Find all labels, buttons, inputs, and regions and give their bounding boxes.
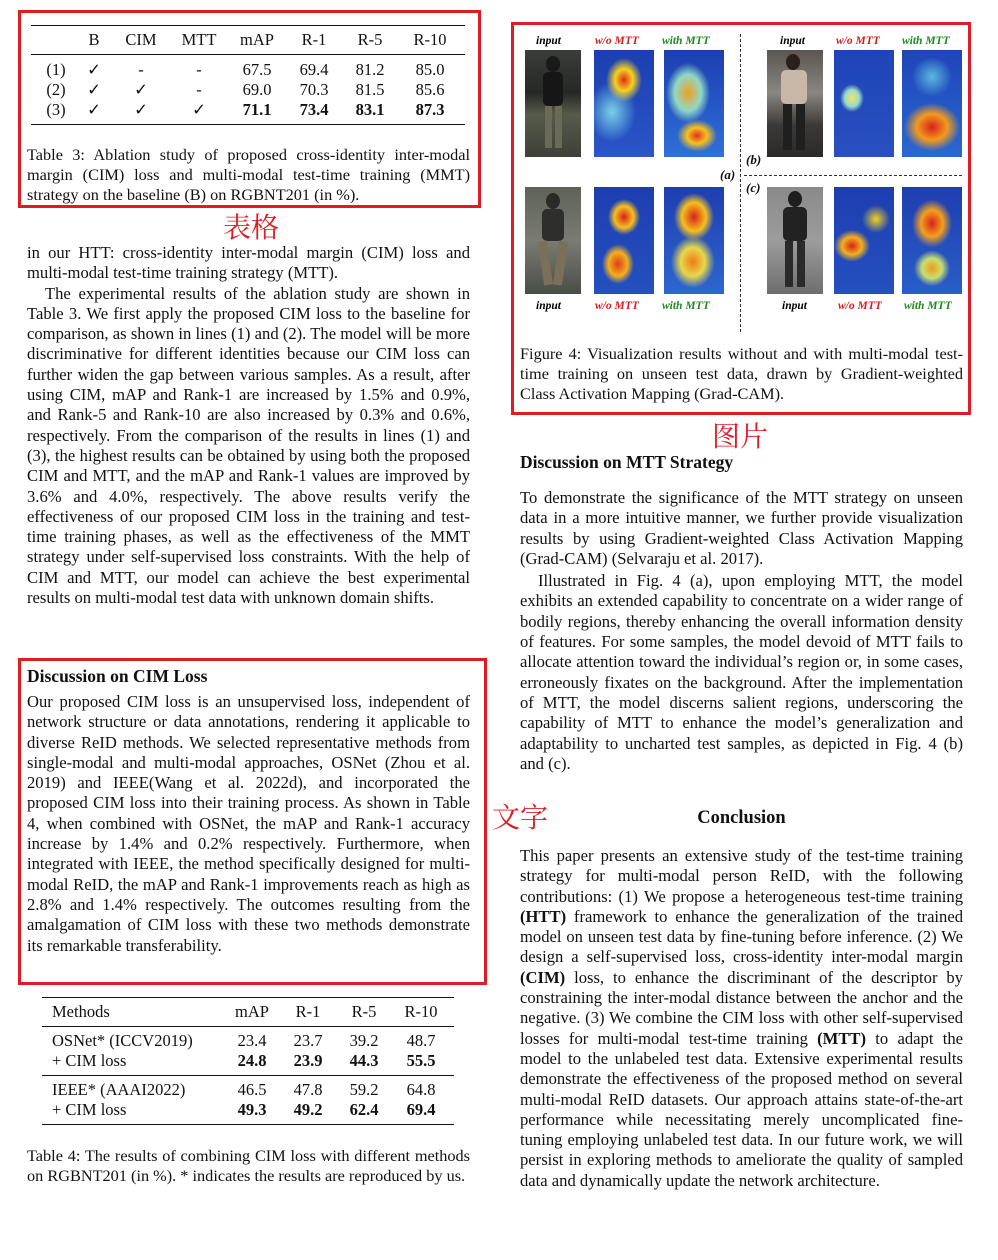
paragraph (520, 846, 963, 1191)
table3-header-cell: R-10 (413, 30, 447, 49)
input-image (767, 50, 823, 157)
table3-header-cell (36, 30, 76, 50)
table4 (52, 1002, 450, 1121)
paragraph: Illustrated in Fig. 4 (a), upon employing MTT, the model exhibits an extended capability to concentrate on a wider range of bodily regions, thereby enhancing the overall information density of features. For some samples, the model devoid of MTT fails to allocate attention toward the individual’s region or, in some cases, erroneously fixates on the background. After the implementation of MTT, the model discerns salient regions, underscoring the capability of MTT to enhance the model’s generalization and adaptability to uncharted test samples, as depicted in Fig. 4 (b) and (c). (520, 571, 963, 773)
table-cell: 70.3 (299, 80, 329, 99)
table-cell: 39.2 (349, 1030, 379, 1050)
table-cell: OSNet* (ICCV2019) (52, 1030, 193, 1050)
table3-header-cell: B (88, 30, 100, 49)
table3-header-cell: CIM (125, 30, 157, 49)
table4-header-cell: Methods (52, 1002, 110, 1022)
paragraph: To demonstrate the significance of the MTT strategy on unseen data in a more intuitive manner, we further provide visualization results by using Gradient-weighted Class Activation Mapping (Grad-CAM) (Selvaraju et al. 2017). (520, 488, 963, 568)
heatmap-with-mtt (664, 50, 724, 157)
table-cell: 48.7 (406, 1030, 436, 1050)
heatmap-with-mtt (902, 50, 962, 157)
figure-divider-vertical (740, 34, 741, 332)
table3-header-cell: mAP (240, 30, 274, 49)
table-cell: ✓ (87, 60, 101, 79)
table4-bottom-rule (42, 1124, 454, 1125)
mtt-section-text (520, 488, 963, 774)
annotation-figure: 图片 (712, 420, 769, 453)
left-column-text (27, 243, 470, 608)
text-run: framework to enhance the generalization of the trained model on unseen test data by fine-tuning before inference. (2) We design a self-supervised loss, cross-identity inter-modal margin (520, 906, 963, 967)
table4-header-row (52, 1002, 450, 1023)
table-cell: 81.5 (355, 80, 385, 99)
label-input: input (780, 35, 805, 47)
table-cell: 69.4 (299, 60, 329, 79)
table-cell: - (138, 60, 144, 79)
table-cell: (2) (46, 80, 66, 99)
heatmap-wo-mtt (594, 187, 654, 294)
table3-row (36, 100, 462, 120)
table-cell: 85.0 (415, 60, 445, 79)
table-cell: (1) (46, 60, 66, 79)
table4-row (52, 1051, 450, 1072)
table-cell: 59.2 (349, 1079, 379, 1099)
text-run: to adapt the model to the unlabeled test data. Extensive experimental results demonstrate the effectiveness of the proposed method on several multi-modal ReID datasets. Our approach attains state-of-the-art performance while necessitating merely uncomplicated fine-tuning employing unlabeled test data. In our future work, we will persist in exploring methods to ameliorate the quality of sampled data and dynamically update the network architecture. (520, 1028, 963, 1190)
text-run: loss, to enhance the discriminant of the descriptor by constraining the inter-modal distance between the anchor and the negative. (3) We combine the CIM loss with other self-supervised losses for multi-modal test-time training (520, 967, 963, 1048)
paragraph: Our proposed CIM loss is an unsupervised loss, independent of network structure or data annotations, rendering it applicable to diverse ReID methods. We selected representative methods from single-modal and multi-modal approaches, OSNet (Zhou et al. 2019) and IEEE(Wang et al. 2022d), and incorporated the proposed CIM loss into their training process. As shown in Table 4, when combined with OSNet, the mAP and Rank-1 accuracy increase by 1.4% and 0.2% respectively. Furthermore, when integrated with IEEE, the method specifically designed for multi-modal ReID, the mAP and Rank-1 improvements reach as high as 2.8% and 1.4% respectively. The outcomes resulting from the amalgamation of CIM loss with these two methods demonstrate its remarkable transferability. (27, 692, 470, 955)
table3-header-row (36, 30, 462, 50)
label-with-mtt: with MTT (902, 35, 950, 47)
table-cell: ✓ (134, 100, 148, 119)
person-silhouette-icon (767, 50, 823, 157)
table-cell: ✓ (134, 80, 148, 99)
bold-term: (HTT) (520, 906, 567, 926)
table-cell: 23.9 (293, 1051, 323, 1071)
table3-header-cell: R-1 (301, 30, 327, 49)
table-cell: ✓ (87, 100, 101, 119)
heatmap-with-mtt (902, 187, 962, 294)
table4-header-cell: R-5 (351, 1002, 377, 1022)
text-run: This paper presents an extensive study of the test-time training strategy for multi-modal person ReID, with the following contributions: (1) We propose a heterogeneous test-time training (520, 846, 963, 906)
label-with-mtt: with MTT (662, 300, 710, 312)
table-cell: 62.4 (349, 1100, 379, 1120)
table-cell: 83.1 (355, 100, 385, 119)
paragraph: in our HTT: cross-identity inter-modal margin (CIM) loss and multi-modal test-time training strategy (MTT). (27, 243, 470, 283)
table-cell: 69.0 (242, 80, 272, 99)
section-heading-cim: Discussion on CIM Loss (27, 666, 208, 686)
table-cell: + CIM loss (52, 1100, 127, 1120)
table3 (36, 30, 462, 120)
table-cell: 69.4 (406, 1100, 436, 1120)
table-cell: 55.5 (406, 1051, 436, 1071)
table4-caption: Table 4: The results of combining CIM loss with different methods on RGBNT201 (in %). * indicates the results are reproduced by us. (27, 1146, 470, 1186)
label-with-mtt: with MTT (662, 35, 710, 47)
figure-divider-horizontal (744, 175, 962, 176)
paragraph: The experimental results of the ablation study are shown in Table 3. We first apply the proposed CIM loss to the baseline for comparison, as shown in lines (1) and (2). The model will be more discriminative for different identities because our CIM loss can further widen the gap between various samples. As a result, after using CIM, mAP and Rank-1 are increased by 1.5% and 0.9%, and Rank-5 and Rank-10 are also increased by 0.3% and 0.6%, respectively. From the comparison of the results in lines (1) and (3), the highest results can be obtained by using both the proposed CIM and MTT, and the mAP and Rank-1 values are improved by 3.6% and 4.0%, respectively. The above results verify the effectiveness of our proposed CIM loss in the training and test-time training phases, as well as the effectiveness of the MMT strategy under self-supervised loss constraints. With the help of CIM and MTT, our model can achieve the best experimental results on multi-modal test data with unknown domain shifts. (27, 283, 470, 608)
annotation-text: 文字 (492, 801, 549, 834)
table-cell: 24.8 (237, 1051, 267, 1071)
table-cell: ✓ (192, 100, 206, 119)
heatmap-with-mtt (664, 187, 724, 294)
table-cell: - (196, 60, 202, 79)
table-cell: 23.4 (237, 1030, 267, 1050)
heatmap-wo-mtt (834, 50, 894, 157)
person-silhouette-icon (767, 187, 823, 294)
table-cell: 47.8 (293, 1079, 323, 1099)
figure4-caption: Figure 4: Visualization results without and with multi-modal test-time training on unseen test data, drawn by Gradient-weighted Class Activation Mapping (Grad-CAM). (520, 344, 963, 404)
panel-label-a: (a) (720, 167, 736, 182)
label-wo-mtt: w/o MTT (595, 35, 639, 47)
person-silhouette-icon (525, 50, 581, 157)
conclusion-text (520, 846, 963, 1191)
table-cell: 67.5 (242, 60, 272, 79)
input-image (525, 187, 581, 294)
panel-label-c: (c) (746, 180, 761, 195)
table-cell: 23.7 (293, 1030, 323, 1050)
label-input: input (536, 300, 561, 312)
table4-row (52, 1031, 450, 1052)
table3-row (36, 80, 462, 100)
table-cell: - (196, 80, 202, 99)
table4-row (52, 1100, 450, 1121)
annotation-table: 表格 (223, 211, 280, 244)
label-wo-mtt: w/o MTT (836, 35, 880, 47)
person-silhouette-icon (525, 187, 581, 294)
table-cell: 64.8 (406, 1079, 436, 1099)
table-cell: 73.4 (299, 100, 329, 119)
table3-row (36, 60, 462, 80)
heatmap-wo-mtt (594, 50, 654, 157)
heatmap-wo-mtt (834, 187, 894, 294)
table3-caption: Table 3: Ablation study of proposed cross-identity inter-modal margin (CIM) loss and multi-modal test-time training (MMT) strategy on the baseline (B) on RGBNT201 (in %). (27, 145, 470, 205)
bold-term: (CIM) (520, 967, 566, 987)
table-cell: 85.6 (415, 80, 445, 99)
input-image (767, 187, 823, 294)
table4-header-cell: mAP (235, 1002, 269, 1022)
table3-top-rule (31, 25, 465, 26)
label-input: input (536, 35, 561, 47)
table-cell: 49.3 (237, 1100, 267, 1120)
label-wo-mtt: w/o MTT (838, 300, 882, 312)
cim-section-text (27, 692, 470, 956)
table3-header-cell: R-5 (357, 30, 383, 49)
table-cell: + CIM loss (52, 1051, 127, 1071)
section-heading-conclusion: Conclusion (697, 808, 786, 828)
table-cell: (3) (46, 100, 66, 119)
table4-top-rule (42, 997, 454, 998)
panel-label-b: (b) (746, 152, 762, 167)
table3-bottom-rule (31, 124, 465, 125)
input-image (525, 50, 581, 157)
table3-header-cell: MTT (181, 30, 217, 49)
table-cell: ✓ (87, 80, 101, 99)
label-wo-mtt: w/o MTT (595, 300, 639, 312)
table-cell: 81.2 (355, 60, 385, 79)
table-cell: 87.3 (415, 100, 445, 119)
label-with-mtt: with MTT (904, 300, 952, 312)
table-cell: 71.1 (242, 100, 272, 119)
section-heading-mtt: Discussion on MTT Strategy (520, 452, 734, 472)
table-cell: 44.3 (349, 1051, 379, 1071)
label-input: input (782, 300, 807, 312)
table4-row (52, 1080, 450, 1101)
table-cell: IEEE* (AAAI2022) (52, 1079, 186, 1099)
table4-header-cell: R-1 (295, 1002, 321, 1022)
table-cell: 49.2 (293, 1100, 323, 1120)
table-cell: 46.5 (237, 1079, 267, 1099)
table4-header-cell: R-10 (404, 1002, 438, 1022)
bold-term: (MTT) (817, 1028, 867, 1048)
